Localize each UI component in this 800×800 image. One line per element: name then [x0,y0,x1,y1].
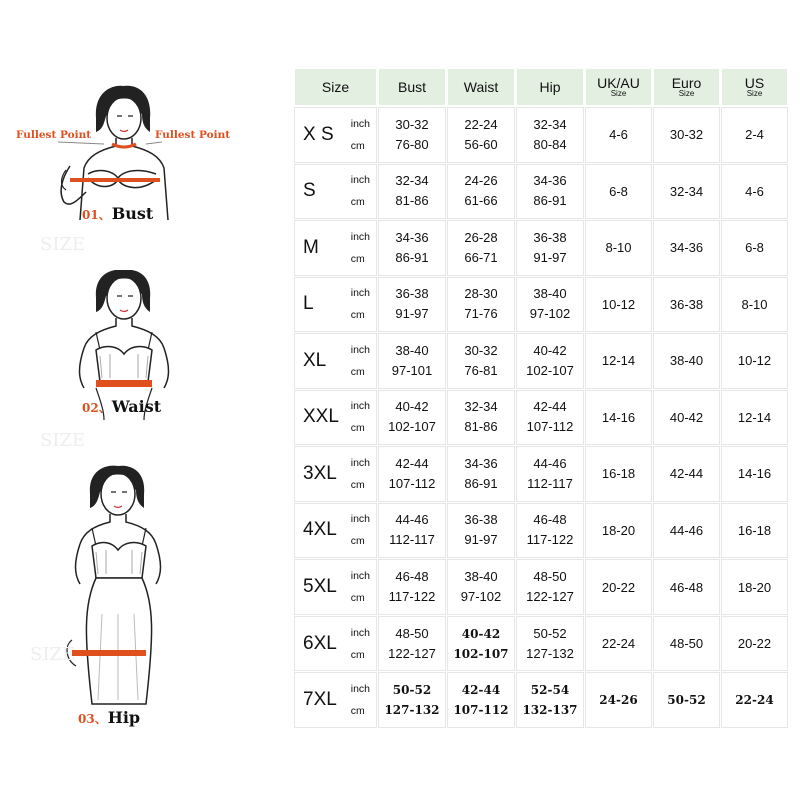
size-cell [295,560,376,614]
ukau-cell: 6-8 [586,165,651,219]
bust-inch: 36-38 [395,286,429,302]
waist-label [82,397,161,416]
size-cell [295,221,376,275]
waist-inch: 28-30 [464,286,498,302]
hip-inch: 48-50 [533,569,567,585]
bust-cm: 86-91 [395,249,429,265]
bust-inch: 40-42 [395,399,429,415]
bust-cm: 122-127 [388,645,436,661]
ukau-cell: 4-6 [586,108,651,162]
unit-inch: inch [350,230,370,243]
unit-cm: cm [350,365,365,378]
hip-cm: 122-127 [526,589,574,605]
table-row [295,278,787,332]
hip-label-text: Hip [107,708,141,727]
table-row [295,165,787,219]
unit-cm: cm [350,196,365,209]
waist-inch: 26-28 [464,229,498,245]
waist-cm: 76-81 [464,362,498,378]
header-bust: Bust [379,69,445,105]
bust-inch: 32-34 [395,173,429,189]
header-euro [654,69,719,105]
hip-cell [517,108,583,162]
fullest-point-left-label: Fullest Point [16,129,92,141]
hip-inch: 52-54 [530,683,570,698]
bust-number: 01、 [82,208,111,222]
hip-cm: 91-97 [533,249,567,265]
bust-cell [379,673,445,727]
waist-inch: 38-40 [464,569,498,585]
waist-cm: 107-112 [453,703,509,718]
hip-inch: 50-52 [533,625,567,641]
size-cell [295,504,376,558]
us-cell: 14-16 [722,447,787,501]
unit-cm: cm [350,309,365,322]
bust-cm: 76-80 [395,136,429,152]
us-cell: 10-12 [722,334,787,388]
hip-inch: 32-34 [533,116,567,132]
waist-cell [448,504,514,558]
size-label: L [303,293,314,315]
bust-inch: 38-40 [395,342,429,358]
bust-cm: 107-112 [388,475,436,491]
waist-inch: 24-26 [464,173,498,189]
svg-text:SIZE: SIZE [30,644,76,665]
euro-cell: 50-52 [654,673,719,727]
waist-cell [448,221,514,275]
waist-cell [448,165,514,219]
hip-cell [517,334,583,388]
header-hip: Hip [517,69,583,105]
unit-inch: inch [350,456,370,469]
unit-cm: cm [350,422,365,435]
us-cell: 16-18 [722,504,787,558]
unit-labels [351,339,370,383]
euro-cell: 44-46 [654,504,719,558]
bust-inch: 44-46 [395,512,429,528]
hip-cell [517,504,583,558]
hip-inch: 46-48 [533,512,567,528]
unit-inch: inch [350,570,370,583]
table-row [295,504,787,558]
unit-inch: inch [350,626,370,639]
unit-labels [351,113,370,157]
size-chart [292,66,774,730]
size-cell [295,391,376,445]
size-label: 5XL [303,576,337,598]
header-waist: Waist [448,69,514,105]
waist-cell [448,278,514,332]
unit-labels [351,282,370,326]
waist-cell [448,108,514,162]
waist-illustration [0,270,292,460]
waist-inch: 34-36 [464,455,498,471]
hip-cell [517,560,583,614]
waist-cm: 61-66 [464,193,498,209]
waist-inch: 22-24 [464,116,498,132]
euro-cell: 32-34 [654,165,719,219]
bust-inch: 50-52 [392,683,432,698]
hip-cell [517,391,583,445]
svg-text:SIZE: SIZE [40,430,86,451]
svg-text:SIZE: SIZE [40,234,86,255]
waist-cm: 66-71 [464,249,498,265]
bust-cell [379,391,445,445]
euro-cell: 38-40 [654,334,719,388]
bust-figure [0,70,292,270]
size-label: XXL [303,406,339,428]
header-ukau-label: UK/AU [597,74,640,91]
header-euro-sub: Size [678,88,695,98]
euro-cell: 34-36 [654,221,719,275]
ukau-cell: 18-20 [586,504,651,558]
header-euro-label: Euro [671,74,702,91]
table-row [295,673,787,727]
unit-labels [351,169,370,213]
hip-label [78,708,140,727]
unit-inch: inch [350,400,370,413]
bust-label-text: Bust [111,204,154,223]
table-row [295,391,787,445]
waist-inch: 32-34 [464,399,498,415]
waist-cell [448,617,514,671]
unit-inch: inch [350,343,370,356]
header-size: Size [295,69,376,105]
waist-cm: 102-107 [453,646,509,661]
unit-cm: cm [350,535,365,548]
ukau-cell: 8-10 [586,221,651,275]
size-cell [295,165,376,219]
measurement-figures [0,70,292,730]
bust-inch: 46-48 [395,569,429,585]
bust-cell [379,165,445,219]
us-cell: 12-14 [722,391,787,445]
hip-cell [517,221,583,275]
waist-cell [448,673,514,727]
hip-inch: 42-44 [533,399,567,415]
header-us-sub: Size [746,88,763,98]
bust-cm: 127-132 [384,703,440,718]
hip-cell [517,673,583,727]
size-label: M [303,236,319,258]
waist-cell [448,447,514,501]
ukau-cell: 16-18 [586,447,651,501]
waist-cm: 91-97 [464,532,498,548]
fullest-point-right-label: Fullest Point [155,129,231,141]
unit-inch: inch [350,513,370,526]
us-cell: 8-10 [722,278,787,332]
us-cell: 18-20 [722,560,787,614]
hip-cell [517,165,583,219]
bust-cell [379,617,445,671]
bust-cell [379,108,445,162]
bust-cell [379,221,445,275]
unit-labels [351,395,370,439]
bust-inch: 34-36 [395,229,429,245]
size-label: X S [303,123,334,145]
header-row [295,69,787,105]
waist-cell [448,391,514,445]
size-label: 3XL [303,462,337,484]
hip-cm: 112-117 [527,475,573,491]
hip-cm: 117-122 [526,532,574,548]
header-ukau [586,69,651,105]
us-cell: 2-4 [722,108,787,162]
bust-cm: 97-101 [391,362,433,378]
hip-cm: 127-132 [526,645,574,661]
unit-labels [351,452,370,496]
ukau-cell: 14-16 [586,391,651,445]
us-cell: 22-24 [722,673,787,727]
bust-cm: 91-97 [395,306,429,322]
table-row [295,108,787,162]
waist-cm: 71-76 [464,306,498,322]
unit-inch: inch [350,287,370,300]
header-us-label: US [744,74,765,91]
size-cell [295,447,376,501]
header-ukau-sub: Size [610,88,627,98]
size-cell [295,617,376,671]
hip-inch: 34-36 [533,173,567,189]
header-us [722,69,787,105]
bust-cm: 117-122 [388,589,436,605]
unit-labels [351,678,370,722]
hip-cell [517,617,583,671]
ukau-cell: 22-24 [586,617,651,671]
size-rows [295,108,787,727]
hip-number: 03、 [78,712,107,726]
hip-inch: 38-40 [533,286,567,302]
waist-cm: 81-86 [464,419,498,435]
hip-cell [517,447,583,501]
size-label: 6XL [303,632,337,654]
size-table [292,66,790,730]
unit-cm: cm [350,252,365,265]
size-label: 7XL [303,689,337,711]
us-cell: 4-6 [722,165,787,219]
bust-cm: 102-107 [388,419,436,435]
euro-cell: 36-38 [654,278,719,332]
table-row [295,447,787,501]
waist-cm: 86-91 [464,475,498,491]
waist-label-text: Waist [111,397,162,416]
table-row [295,617,787,671]
size-cell [295,673,376,727]
waist-cell [448,560,514,614]
ukau-cell: 12-14 [586,334,651,388]
hip-cm: 97-102 [529,306,571,322]
unit-cm: cm [350,478,365,491]
euro-cell: 48-50 [654,617,719,671]
hip-cm: 86-91 [533,193,567,209]
unit-cm: cm [350,648,365,661]
bust-cell [379,334,445,388]
unit-labels [351,565,370,609]
euro-cell: 30-32 [654,108,719,162]
waist-inch: 30-32 [464,342,498,358]
waist-inch: 42-44 [461,683,501,698]
hip-inch: 40-42 [533,342,567,358]
us-cell: 20-22 [722,617,787,671]
bust-cell [379,504,445,558]
waist-number: 02、 [82,401,111,415]
unit-cm: cm [350,139,365,152]
hip-cm: 80-84 [533,136,567,152]
bust-inch: 42-44 [395,455,429,471]
waist-cell [448,334,514,388]
unit-labels [351,508,370,552]
bust-cell [379,447,445,501]
unit-cm: cm [350,592,365,605]
size-cell [295,278,376,332]
waist-inch: 40-42 [461,626,501,641]
hip-illustration [0,464,292,714]
hip-cm: 132-137 [522,703,578,718]
bust-inch: 48-50 [395,625,429,641]
table-row [295,221,787,275]
euro-cell: 40-42 [654,391,719,445]
hip-cm: 107-112 [526,419,574,435]
bust-cell [379,278,445,332]
unit-cm: cm [350,705,365,718]
table-row [295,560,787,614]
ukau-cell: 24-26 [586,673,651,727]
unit-labels [351,622,370,666]
bust-label [82,204,153,223]
bust-inch: 30-32 [395,116,429,132]
hip-inch: 36-38 [533,229,567,245]
size-label: S [303,180,316,202]
waist-figure [0,270,292,460]
hip-figure [0,464,292,727]
ukau-cell: 20-22 [586,560,651,614]
size-cell [295,108,376,162]
hip-cell [517,278,583,332]
bust-cell [379,560,445,614]
size-label: 4XL [303,519,337,541]
waist-cm: 97-102 [460,589,502,605]
size-label: XL [303,349,327,371]
unit-inch: inch [350,683,370,696]
unit-labels [351,226,370,270]
us-cell: 6-8 [722,221,787,275]
waist-cm: 56-60 [464,136,498,152]
unit-inch: inch [350,117,370,130]
table-row [295,334,787,388]
ukau-cell: 10-12 [586,278,651,332]
waist-inch: 36-38 [464,512,498,528]
euro-cell: 42-44 [654,447,719,501]
size-cell [295,334,376,388]
hip-inch: 44-46 [533,455,567,471]
unit-inch: inch [350,174,370,187]
hip-cm: 102-107 [526,362,574,378]
bust-cm: 112-117 [389,532,435,548]
bust-cm: 81-86 [395,193,429,209]
euro-cell: 46-48 [654,560,719,614]
bust-illustration [0,70,292,270]
